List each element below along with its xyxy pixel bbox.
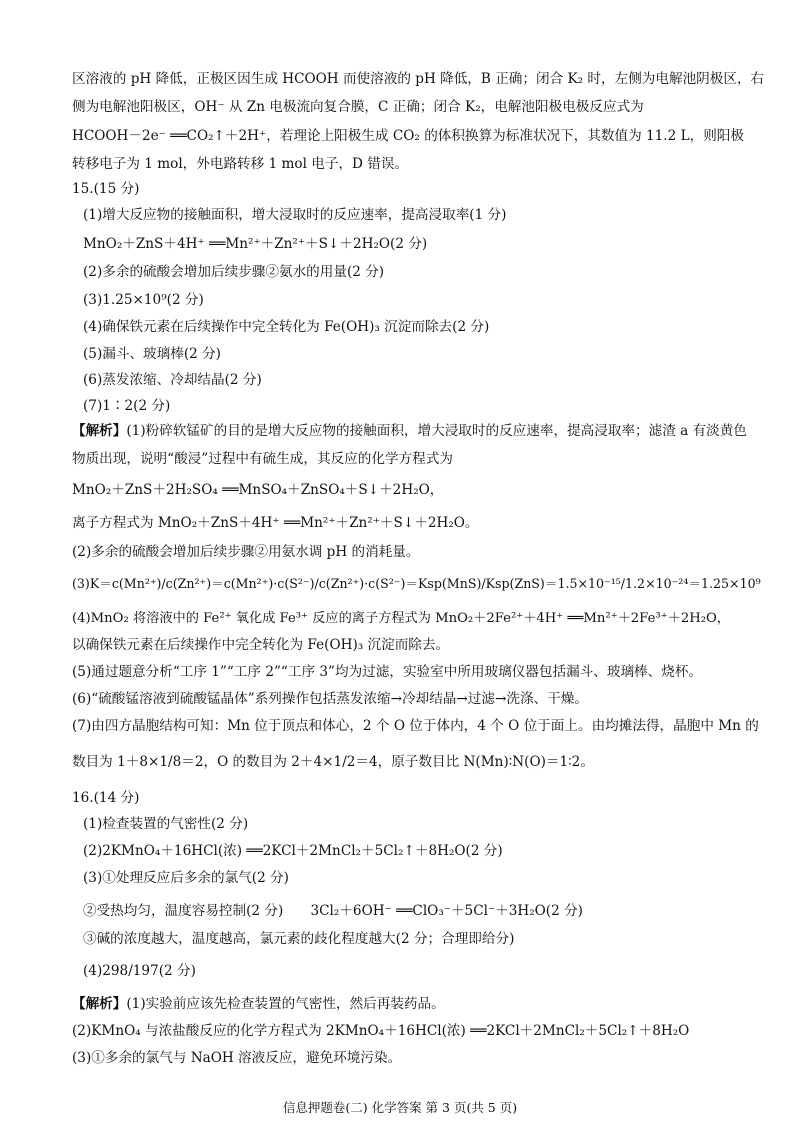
text-line: HCOOH－2e⁻ ══CO₂↑＋2H⁺，若理论上阳极生成 CO₂ 的体积换算为标准状况下，其数值为 11.2 L，则阳极 [72, 128, 744, 144]
text-line: 侧为电解池阳极区，OH⁻ 从 Zn 电极流向复合膜，C 正确；闭合 K₂，电解池阳极电极反应式为 [72, 99, 644, 115]
question-title: 15.(15 分) [72, 181, 140, 197]
question-title: 16.(14 分) [72, 790, 140, 806]
answer-line: (7)1∶2(2 分) [83, 398, 171, 414]
text-line: 区溶液的 pH 降低，正极区因生成 HCOOH 而使溶液的 pH 降低，B 正确；闭合 K₂ 时，左侧为电解池阴极区，右 [72, 71, 765, 87]
answer-line: ③碱的浓度越大，温度越高，氯元素的歧化程度越大(2 分；合理即给分) [83, 931, 515, 947]
analysis-line: (3)①多余的氯气与 NaOH 溶液反应，避免环境污染。 [72, 1050, 402, 1066]
analysis-tag: 【解析】 [72, 996, 127, 1012]
answer-equation: (2)2KMnO₄＋16HCl(浓) ══2KCl＋2MnCl₂＋5Cl₂↑＋8H₂O(2 分) [83, 843, 503, 859]
analysis-line [72, 995, 445, 1013]
analysis-text: (1)粉碎软锰矿的目的是增大反应物的接触面积，增大浸取时的反应速率，提高浸取率；滤渣 a 有淡黄色 [126, 423, 747, 439]
answer-line: (3)①处理反应后多余的氯气(2 分) [83, 870, 289, 886]
answer-equation: MnO₂＋ZnS＋4H⁺ ══Mn²⁺＋Zn²⁺＋S↓＋2H₂O(2 分) [83, 236, 428, 252]
analysis-line: (2)KMnO₄ 与浓盐酸反应的化学方程式为 2KMnO₄＋16HCl(浓) ══2KCl＋2MnCl₂＋5Cl₂↑＋8H₂O [72, 1023, 690, 1039]
answer-line: (4)确保铁元素在后续操作中完全转化为 Fe(OH)₃ 沉淀而除去(2 分) [83, 319, 490, 335]
analysis-tag: 【解析】 [72, 423, 127, 439]
analysis-line: (2)多余的硫酸会增加后续步骤②用氨水调 pH 的消耗量。 [72, 544, 420, 560]
text-line: 转移电子为 1 mol，外电路转移 1 mol 电子，D 错误。 [72, 156, 409, 172]
answer-line: (4)298/197(2 分) [83, 963, 196, 979]
analysis-line: (4)MnO₂ 将溶液中的 Fe²⁺ 氧化成 Fe³⁺ 反应的离子方程式为 MnO₂＋2Fe²⁺＋4H⁺ ══Mn²⁺＋2Fe³⁺＋2H₂O， [72, 611, 730, 626]
analysis-line: 物质出现，说明“酸浸”过程中有硫生成，其反应的化学方程式为 [72, 451, 453, 467]
analysis-line: 以确保铁元素在后续操作中完全转化为 Fe(OH)₃ 沉淀而除去。 [72, 637, 450, 653]
answer-line: (2)多余的硫酸会增加后续步骤②氨水的用量(2 分) [83, 264, 385, 280]
answer-line: (1)增大反应物的接触面积，增大浸取时的反应速率，提高浸取率(1 分) [83, 207, 507, 223]
answer-line: ②受热均匀，温度容易控制(2 分) 3Cl₂＋6OH⁻ ══ClO₃⁻＋5Cl⁻＋3H₂O(2 分) [83, 903, 583, 919]
analysis-line: (6)“硫酸锰溶液到硫酸锰晶体”系列操作包括蒸发浓缩→冷却结晶→过滤→洗涤、干燥。 [72, 691, 588, 707]
answer-line: (6)蒸发浓缩、冷却结晶(2 分) [83, 372, 262, 388]
analysis-line: 数目为 1＋8×1/8＝2，O 的数目为 2＋4×1/2＝4，原子数目比 N(Mn)∶N(O)＝1∶2。 [72, 754, 594, 770]
analysis-equation: MnO₂＋ZnS＋2H₂SO₄ ══MnSO₄＋ZnSO₄＋S↓＋2H₂O， [72, 482, 444, 498]
analysis-line: (7)由四方晶胞结构可知：Mn 位于顶点和体心，2 个 O 位于体内，4 个 O 位于面上。由均摊法得，晶胞中 Mn 的 [72, 718, 759, 734]
analysis-equation: 离子方程式为 MnO₂＋ZnS＋4H⁺ ══Mn²⁺＋Zn²⁺＋S↓＋2H₂O。 [72, 515, 479, 531]
analysis-formula: (3)K＝c(Mn²⁺)/c(Zn²⁺)＝c(Mn²⁺)·c(S²⁻)/c(Zn²⁺)·c(S²⁻)＝Ksp(MnS)/Ksp(ZnS)＝1.5×10⁻¹⁵/1.2×10⁻²⁴＝1.25×10⁹ [72, 576, 761, 591]
page-footer: 信息押题卷(二) 化学答案 第 3 页(共 5 页) [282, 1100, 518, 1115]
analysis-text: (1)实验前应该先检查装置的气密性，然后再装药品。 [126, 996, 445, 1012]
analysis-line [72, 422, 747, 440]
answer-line: (3)1.25×10⁹(2 分) [83, 292, 204, 308]
analysis-line: (5)通过题意分析“工序 1”“工序 2”“工序 3”均为过滤，实验室中所用玻璃仪器包括漏斗、玻璃棒、烧杯。 [72, 664, 703, 680]
answer-line: (1)检查装置的气密性(2 分) [83, 816, 249, 832]
answer-line: (5)漏斗、玻璃棒(2 分) [83, 346, 221, 362]
